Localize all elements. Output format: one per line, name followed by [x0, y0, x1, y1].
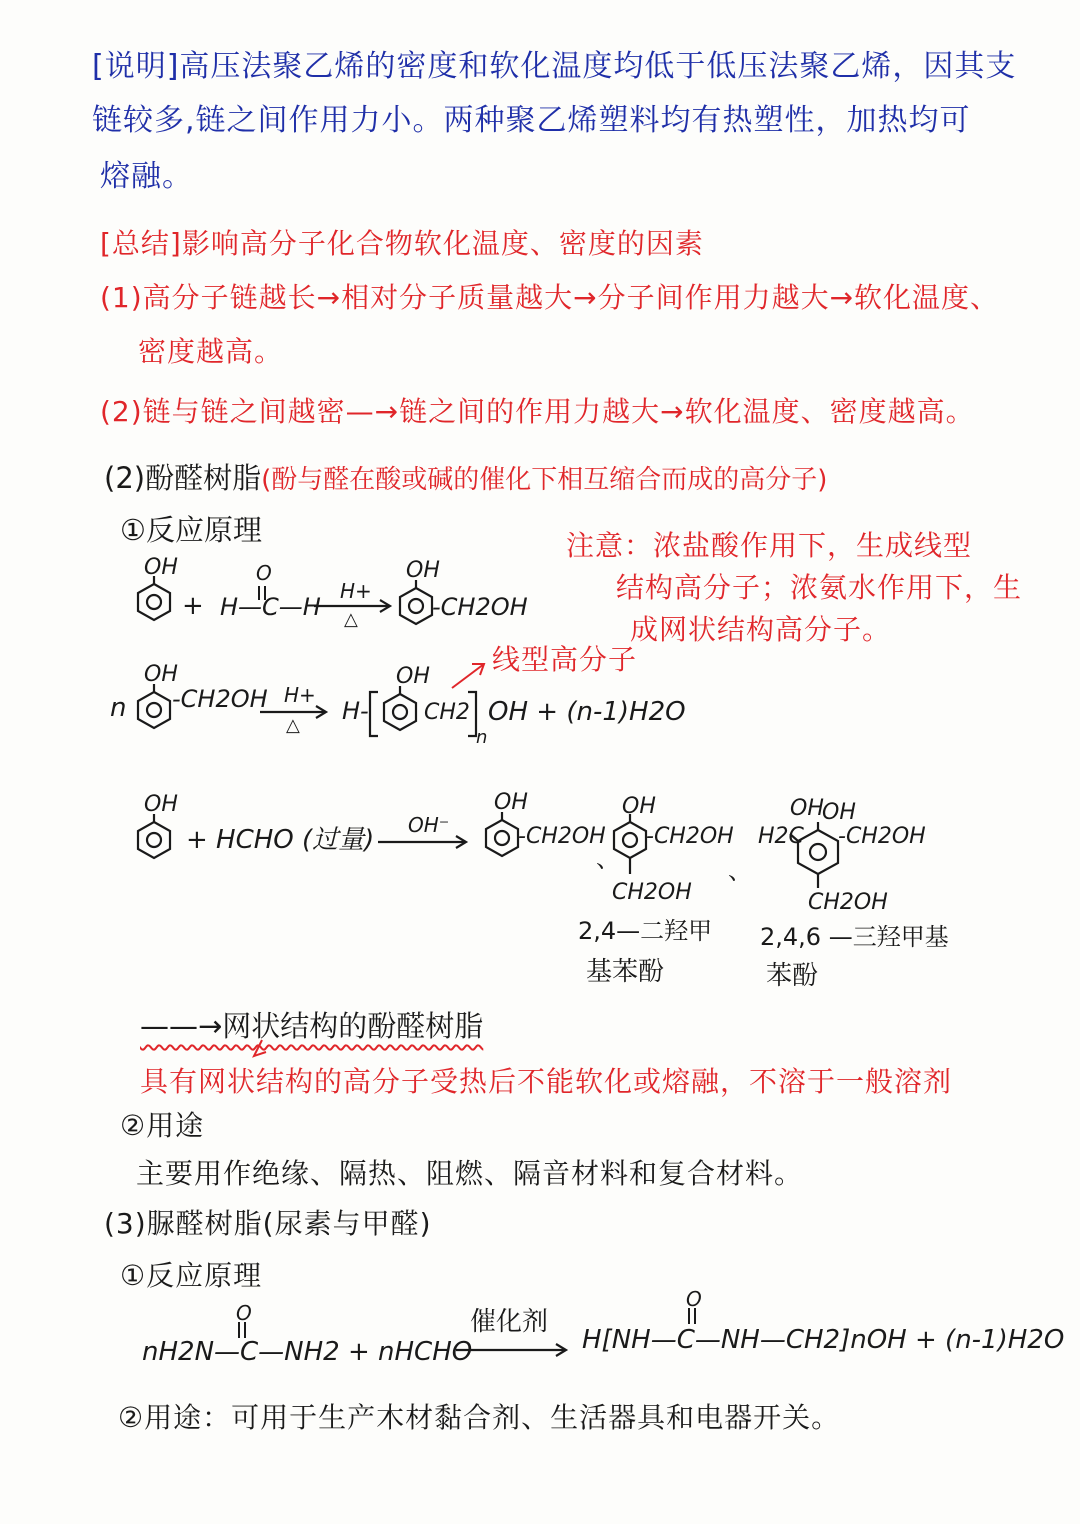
r3-prod-a-ch2oh: -CH2OH	[518, 824, 606, 849]
r2-ch2: CH2	[424, 700, 470, 725]
urea-eq-catalyst: 催化剂	[470, 1307, 549, 1337]
r2-ch2oh: -CH2OH	[172, 685, 268, 713]
r1-product-oh: OH	[406, 558, 440, 583]
r2-sub-n: n	[476, 727, 488, 748]
note-line-2: 链较多,链之间作用力小。两种聚乙烯塑料均有热塑性，加热均可	[92, 103, 971, 138]
prod2-name-1: 2,4—二羟甲	[578, 917, 713, 945]
r2-right: OH + (n-1)H2O	[488, 697, 686, 727]
r3-prod-a-oh: OH	[494, 790, 528, 815]
linear-polymer-label: 线型高分子	[492, 643, 638, 676]
prod2-name-2: 基苯酚	[586, 957, 665, 987]
prod3-name-1: 2,4,6 —三羟甲基	[760, 923, 949, 951]
r3-sep-2: 、	[728, 857, 752, 885]
r1-product-ch2oh: -CH2OH	[432, 593, 528, 621]
r3-prod-c-oh-1: OH	[790, 796, 824, 821]
r1-oh: OH	[144, 555, 178, 580]
r2-catalyst: H+	[284, 683, 316, 707]
r3-prod-c-oh-2: OH	[822, 800, 856, 825]
urea-product-o: O	[686, 1287, 702, 1311]
network-resin	[140, 1010, 483, 1043]
attention-line-2: 结构高分子；浓氨水作用下，生	[616, 571, 1023, 604]
r1-heat: △	[344, 609, 358, 630]
r2-polymer-oh: OH	[396, 664, 430, 689]
r1-catalyst: H+	[340, 579, 372, 603]
urea-principle: ①反应原理	[120, 1259, 263, 1292]
summary-item-2: (2)链与链之间越密—→链之间的作用力越大→软化温度、密度越高。	[100, 395, 975, 428]
reaction-arrow-3-icon	[378, 836, 466, 848]
r3-sep-1: 、	[596, 845, 620, 873]
phenolic-use-title: ②用途	[120, 1109, 205, 1142]
r3-catalyst: OH⁻	[408, 813, 450, 837]
summary-item-1b: 密度越高。	[138, 335, 284, 368]
urea-eq-left: nH2N—C—NH2 + nHCHO	[142, 1337, 473, 1367]
r2-heat: △	[286, 715, 300, 736]
hydroxymethylphenol-ring-icon	[400, 580, 432, 624]
urea-eq-o: O	[236, 1301, 252, 1325]
r1-formaldehyde: H—C—H	[220, 593, 321, 621]
r3-prod-c-h2c: H2C	[758, 824, 804, 849]
r3-prod-b-ch2oh: -CH2OH	[646, 824, 734, 849]
summary-title: [总结]影响高分子化合物软化温度、密度的因素	[100, 227, 704, 260]
r3-prod-c-ch2oh-bottom: CH2OH	[808, 890, 888, 915]
phenolic-heading-text: (2)酚醛树脂	[104, 461, 262, 495]
polymer-ring-icon	[384, 686, 416, 730]
note-line-1: [说明]高压法聚乙烯的密度和软化温度均低于低压法聚乙烯，因其支	[92, 49, 1017, 84]
r2-n: n	[110, 693, 127, 723]
phenol-ring-3-icon	[138, 814, 170, 858]
phenolic-heading-note: (酚与醛在酸或碱的催化下相互缩合而成的高分子)	[261, 465, 828, 495]
urea-heading: (3)脲醛树脂(尿素与甲醛)	[104, 1207, 432, 1240]
r1-plus: +	[182, 591, 204, 621]
attention-line-1: 注意：浓盐酸作用下，生成线型	[566, 529, 973, 562]
r2-left: H-	[342, 697, 369, 725]
r3-prod-c-ch2oh: -CH2OH	[838, 824, 926, 849]
r3-prod-b-ch2oh-bottom: CH2OH	[612, 880, 692, 905]
r3-reagent: + HCHO (过量)	[186, 825, 375, 855]
monomer-ring-icon	[138, 684, 170, 728]
network-note: 具有网状结构的高分子受热后不能软化或熔融，不溶于一般溶剂	[140, 1065, 953, 1098]
linear-label-arrow-icon	[452, 664, 484, 688]
r3-oh: OH	[144, 792, 178, 817]
phenolic-principle: ①反应原理	[120, 513, 262, 547]
urea-arrow-icon	[456, 1344, 566, 1356]
phenolic-use-text: 主要用作绝缘、隔热、阻燃、隔音材料和复合材料。	[136, 1157, 804, 1190]
r1-formaldehyde-o: O	[256, 561, 272, 585]
phenol-ring-icon	[138, 576, 170, 620]
r3-prod-b-oh: OH	[622, 794, 656, 819]
prod3-name-2: 苯酚	[766, 961, 819, 991]
attention-line-3: 成网状结构高分子。	[630, 613, 892, 646]
urea-use: ②用途：可用于生产木材黏合剂、生活器具和电器开关。	[118, 1401, 841, 1434]
summary-item-1a: (1)高分子链越长→相对分子质量越大→分子间作用力越大→软化温度、	[100, 281, 1000, 314]
urea-eq-right: H[NH—C—NH—CH2]nOH + (n-1)H2O	[582, 1325, 1065, 1355]
r2-oh: OH	[144, 662, 178, 687]
product-ring-a-icon	[486, 812, 518, 856]
network-resin-text: ——→网状结构的酚醛树脂	[140, 1009, 484, 1043]
note-line-3: 熔融。	[100, 159, 193, 194]
